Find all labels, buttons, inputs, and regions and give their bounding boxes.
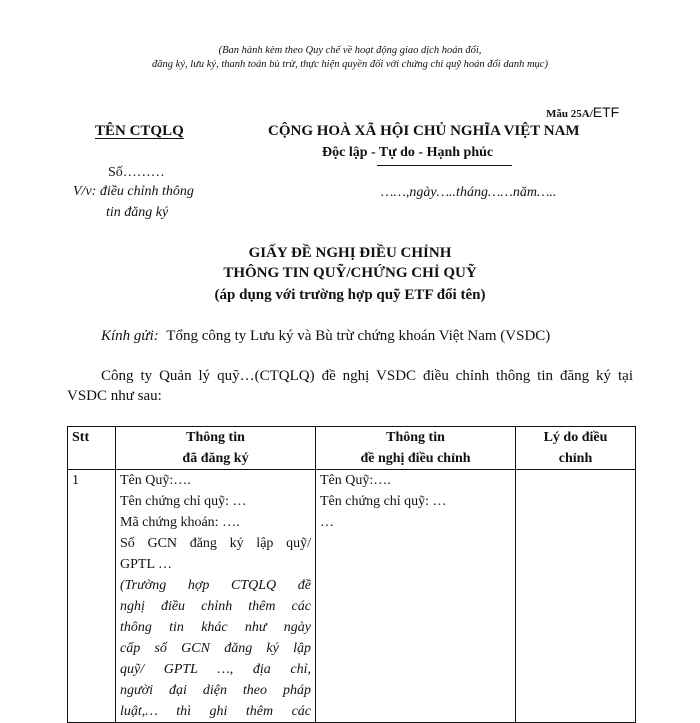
row-stt: 1	[68, 470, 116, 723]
row-registered-info	[116, 470, 316, 723]
doc-number: Số………	[108, 165, 165, 180]
recipient-label: Kính gửi:	[101, 328, 159, 344]
adjustment-table	[67, 426, 636, 723]
regulation-note-line1: (Ban hành kèm theo Quy chế về hoạt động giao dịch hoán đổi,	[218, 45, 482, 56]
doc-title-line2: THÔNG TIN QUỸ/CHỨNG CHỈ QUỸ	[223, 265, 477, 281]
header-registered-line1: Thông tin	[186, 430, 245, 445]
regulation-note-line2: đăng ký, lưu ký, thanh toán bù trừ, thực hiện quyền đối với chứng chỉ quỹ hoán đổi danh mục)	[152, 59, 548, 70]
header-reason	[516, 427, 636, 470]
registered-note-line1: (Trường hợp CTQLQ đề	[120, 578, 311, 593]
form-code	[546, 104, 619, 120]
row-reason	[516, 470, 636, 723]
subject-line2: tin đăng ký	[106, 205, 169, 220]
header-proposed-line1: Thông tin	[386, 430, 445, 445]
header-stt: Stt	[68, 427, 116, 470]
proposed-fund-name: Tên Quỹ:….	[320, 473, 391, 488]
header-proposed	[316, 427, 516, 470]
registered-note-line6: người đại diện theo pháp	[120, 683, 311, 698]
motto-underline	[377, 165, 512, 166]
registered-fund-name: Tên Quỹ:….	[120, 473, 191, 488]
recipient	[101, 328, 550, 345]
header-proposed-line2: đề nghị điều chỉnh	[360, 451, 471, 466]
body-paragraph-line2: VSDC như sau:	[67, 388, 162, 404]
national-motto-text: Độc lập - Tự do - Hạnh phúc	[322, 145, 494, 160]
header-registered-line2: đã đăng ký	[182, 451, 249, 466]
header-reason-line1: Lý do điều	[543, 430, 608, 445]
table-header-row	[68, 427, 636, 470]
recipient-name: Tổng công ty Lưu ký và Bù trừ chứng khoán Việt Nam (VSDC)	[166, 328, 551, 344]
header-reason-line2: chỉnh	[558, 451, 593, 466]
date-line: ……,ngày…..tháng……năm…..	[381, 185, 557, 200]
registered-code: Mã chứng khoán: ….	[120, 515, 240, 530]
table-row	[68, 470, 636, 723]
registered-gcn-line2: GPTL …	[120, 557, 172, 572]
registered-gcn-line1: Số GCN đăng ký lập quỹ/	[120, 536, 311, 551]
header-registered	[116, 427, 316, 470]
proposed-more: …	[320, 515, 334, 530]
nation-title: CỘNG HOÀ XÃ HỘI CHỦ NGHĨA VIỆT NAM	[268, 123, 580, 139]
registered-note-line7: luật,… thì ghi thêm các	[120, 704, 311, 719]
registered-note-line4: cấp số GCN đăng ký lập	[120, 641, 311, 656]
row-proposed-info	[316, 470, 516, 723]
registered-cert-name: Tên chứng chỉ quỹ: …	[120, 494, 247, 509]
registered-note-line5: quỹ/ GPTL …, địa chỉ,	[120, 662, 311, 677]
body-paragraph-line1: Công ty Quản lý quỹ…(CTQLQ) đề nghị VSDC điều chỉnh thông tin đăng ký tại	[101, 368, 633, 384]
form-code-suffix: ETF	[592, 104, 620, 120]
doc-title-line1: GIẤY ĐỀ NGHỊ ĐIỀU CHỈNH	[248, 245, 452, 261]
subject-line1: V/v: điều chỉnh thông	[73, 184, 194, 199]
registered-note-line2: nghị điều chỉnh thêm các	[120, 599, 311, 614]
doc-title-line3: (áp dụng với trường hợp quỹ ETF đổi tên)	[214, 287, 486, 303]
form-code-prefix: Mẫu 25A/	[546, 108, 593, 120]
national-motto	[322, 145, 493, 161]
registered-note-line3: thông tin khác như ngày	[120, 620, 311, 635]
proposed-cert-name: Tên chứng chỉ quỹ: …	[320, 494, 447, 509]
org-name: TÊN CTQLQ	[95, 123, 184, 139]
